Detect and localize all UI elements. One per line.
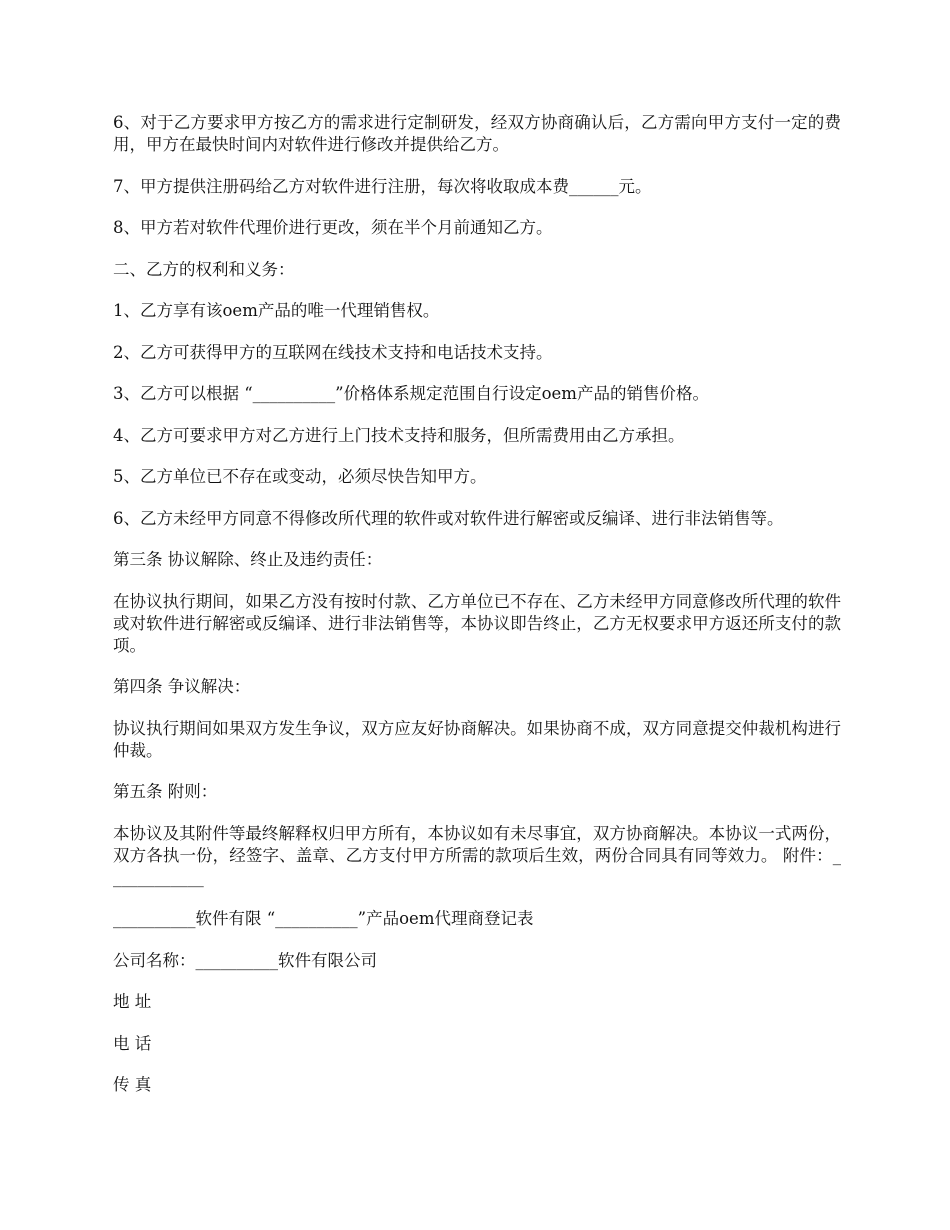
form-field-fax: 传 真: [113, 1075, 152, 1094]
article-5-body: 本协议及其附件等最终解释权归甲方所有，本协议如有未尽事宜，双方协商解决。本协议一式两份，双方各执一份，经签字、盖章、乙方支付甲方所需的款项后生效，两份合同具有同等效力。 附件：____________: [113, 823, 841, 887]
form-field-company-name: 公司名称：__________软件有限公司: [113, 950, 377, 970]
clause-b1-exclusive-rights: 1、乙方享有该oem产品的唯一代理销售权。: [113, 301, 440, 320]
clause-a6-custom-development: 6、对于乙方要求甲方按乙方的需求进行定制研发，经双方协商确认后，乙方需向甲方支付一定的费用，甲方在最快时间内对软件进行修改并提供给乙方。: [113, 113, 841, 154]
clause-b3-pricing: 3、乙方可以根据 “__________”价格体系规定范围自行设定oem产品的销售价格。: [113, 384, 709, 403]
clause-b5-notify-change: 5、乙方单位已不存在或变动，必须尽快告知甲方。: [113, 467, 487, 486]
article-3-body: 在协议执行期间，如果乙方没有按时付款、乙方单位已不存在、乙方未经甲方同意修改所代理的软件或对软件进行解密或反编译、进行非法销售等，本协议即告终止，乙方无权要求甲方返还所支付的款项。: [113, 591, 841, 655]
article-3-heading: 第三条 协议解除、终止及违约责任：: [113, 550, 383, 569]
registration-form-title: __________软件有限 “__________”产品oem代理商登记表: [113, 909, 534, 928]
article-4-body: 协议执行期间如果双方发生争议，双方应友好协商解决。如果协商不成，双方同意提交仲裁机构进行仲裁。: [113, 718, 841, 760]
clause-b2-tech-support: 2、乙方可获得甲方的互联网在线技术支持和电话技术支持。: [113, 342, 553, 362]
form-field-address: 地 址: [113, 992, 152, 1011]
clause-b4-onsite-support: 4、乙方可要求甲方对乙方进行上门技术支持和服务，但所需费用由乙方承担。: [113, 425, 685, 445]
article-5-heading: 第五条 附则：: [113, 782, 218, 801]
section-heading-party-b-rights: 二、乙方的权利和义务：: [113, 259, 295, 279]
document-page: [113, 112, 841, 1116]
clause-b6-prohibitions: 6、乙方未经甲方同意不得修改所代理的软件或对软件进行解密或反编译、进行非法销售等。: [113, 508, 784, 528]
form-field-phone: 电 话: [113, 1033, 152, 1053]
clause-a7-registration-fee: 7、甲方提供注册码给乙方对软件进行注册，每次将收取成本费______元。: [113, 176, 652, 196]
clause-a8-price-change: 8、甲方若对软件代理价进行更改，须在半个月前通知乙方。: [113, 218, 553, 237]
article-4-heading: 第四条 争议解决：: [113, 677, 251, 696]
